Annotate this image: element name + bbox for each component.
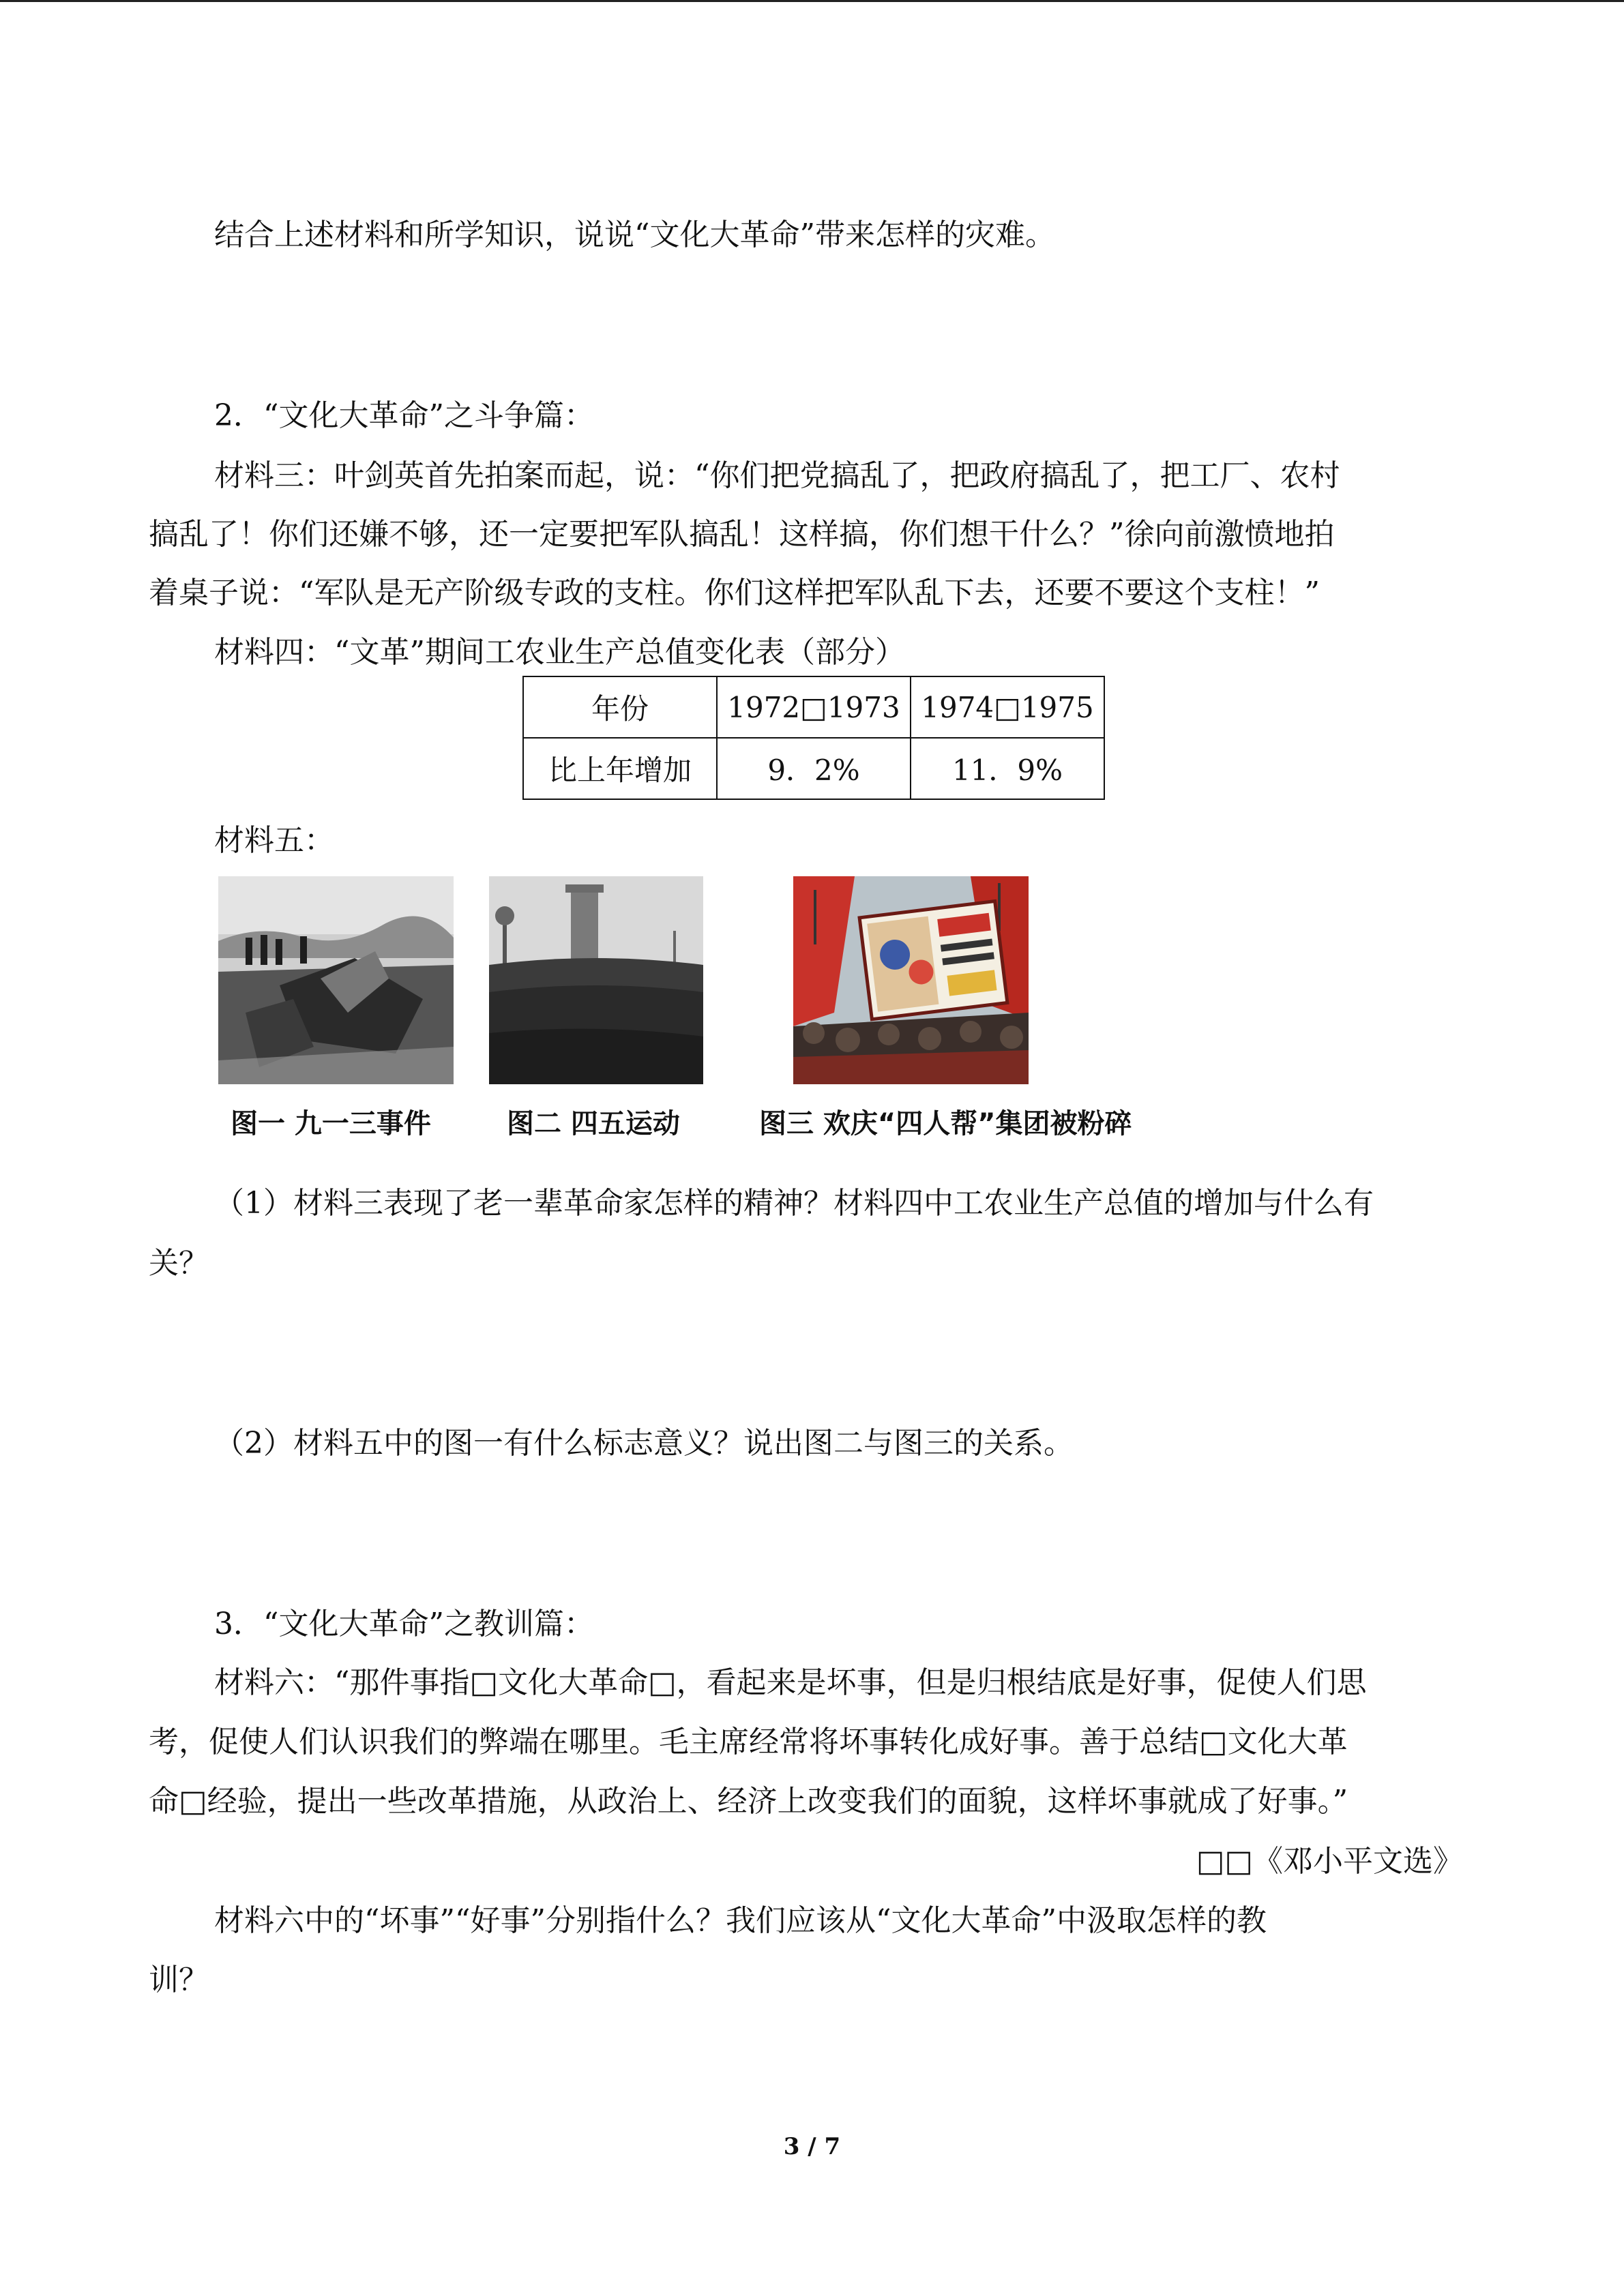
- material3-line1: 材料三：叶剑英首先拍案而起，说：“你们把党搞乱了，把政府搞乱了，把工厂、农村: [214, 458, 1340, 493]
- photo-caption-2: 图二 四五运动: [507, 1108, 680, 1139]
- photo-gang-of-four-celebration: [793, 876, 1029, 1084]
- table-row: [523, 738, 1104, 799]
- question-1-line2: 关？: [149, 1246, 209, 1281]
- photo-april-fifth-movement: [489, 876, 703, 1084]
- photo-913-incident: [218, 876, 454, 1084]
- table-cell: 年份: [523, 676, 717, 738]
- material6-source: □□《邓小平文选》: [1196, 1844, 1463, 1879]
- table-cell: 1972□1973: [717, 676, 911, 738]
- material6-line3: 命□经验，提出一些改革措施，从政治上、经济上改变我们的面貌，这样坏事就成了好事。”: [149, 1784, 1348, 1819]
- question-1-line1: （1）材料三表现了老一辈革命家怎样的精神？材料四中工农业生产总值的增加与什么有: [214, 1186, 1374, 1221]
- page-top-border: [0, 0, 1624, 2]
- material5-label: 材料五：: [214, 823, 334, 858]
- section2-heading: 2．“文化大革命”之斗争篇：: [214, 398, 594, 433]
- material6-line1: 材料六：“那件事指□文化大革命□，看起来是坏事，但是归根结底是好事，促使人们思: [214, 1665, 1367, 1700]
- table-header-row: [523, 676, 1104, 738]
- section3-heading: 3．“文化大革命”之教训篇：: [214, 1607, 594, 1641]
- photo-caption-1: 图一 九一三事件: [231, 1108, 431, 1139]
- material3-line2: 搞乱了！你们还嫌不够，还一定要把军队搞乱！这样搞，你们想干什么？”徐向前激愤地拍: [149, 517, 1335, 552]
- question-3-line2: 训？: [149, 1963, 209, 1997]
- page-number: 3 / 7: [783, 2133, 841, 2160]
- question-2: （2）材料五中的图一有什么标志意义？说出图二与图三的关系。: [214, 1426, 1074, 1461]
- photo-caption-3: 图三 欢庆“四人帮”集团被粉碎: [759, 1108, 1132, 1139]
- table-cell: 比上年增加: [523, 738, 717, 799]
- table-cell: 9．2%: [717, 738, 911, 799]
- material3-line3: 着桌子说：“军队是无产阶级专政的支柱。你们这样把军队乱下去，还要不要这个支柱！”: [149, 576, 1320, 610]
- material6-line2: 考，促使人们认识我们的弊端在哪里。毛主席经常将坏事转化成好事。善于总结□文化大革: [149, 1725, 1348, 1759]
- material4-title: 材料四：“文革”期间工农业生产总值变化表（部分）: [214, 635, 905, 670]
- question-3-line1: 材料六中的“坏事”“好事”分别指什么？我们应该从“文化大革命”中汲取怎样的教: [214, 1903, 1267, 1938]
- table-cell: 11．9%: [911, 738, 1104, 799]
- table-cell: 1974□1975: [911, 676, 1104, 738]
- production-table: [522, 676, 1105, 800]
- question-disasters: 结合上述材料和所学知识，说说“文化大革命”带来怎样的灾难。: [214, 218, 1055, 252]
